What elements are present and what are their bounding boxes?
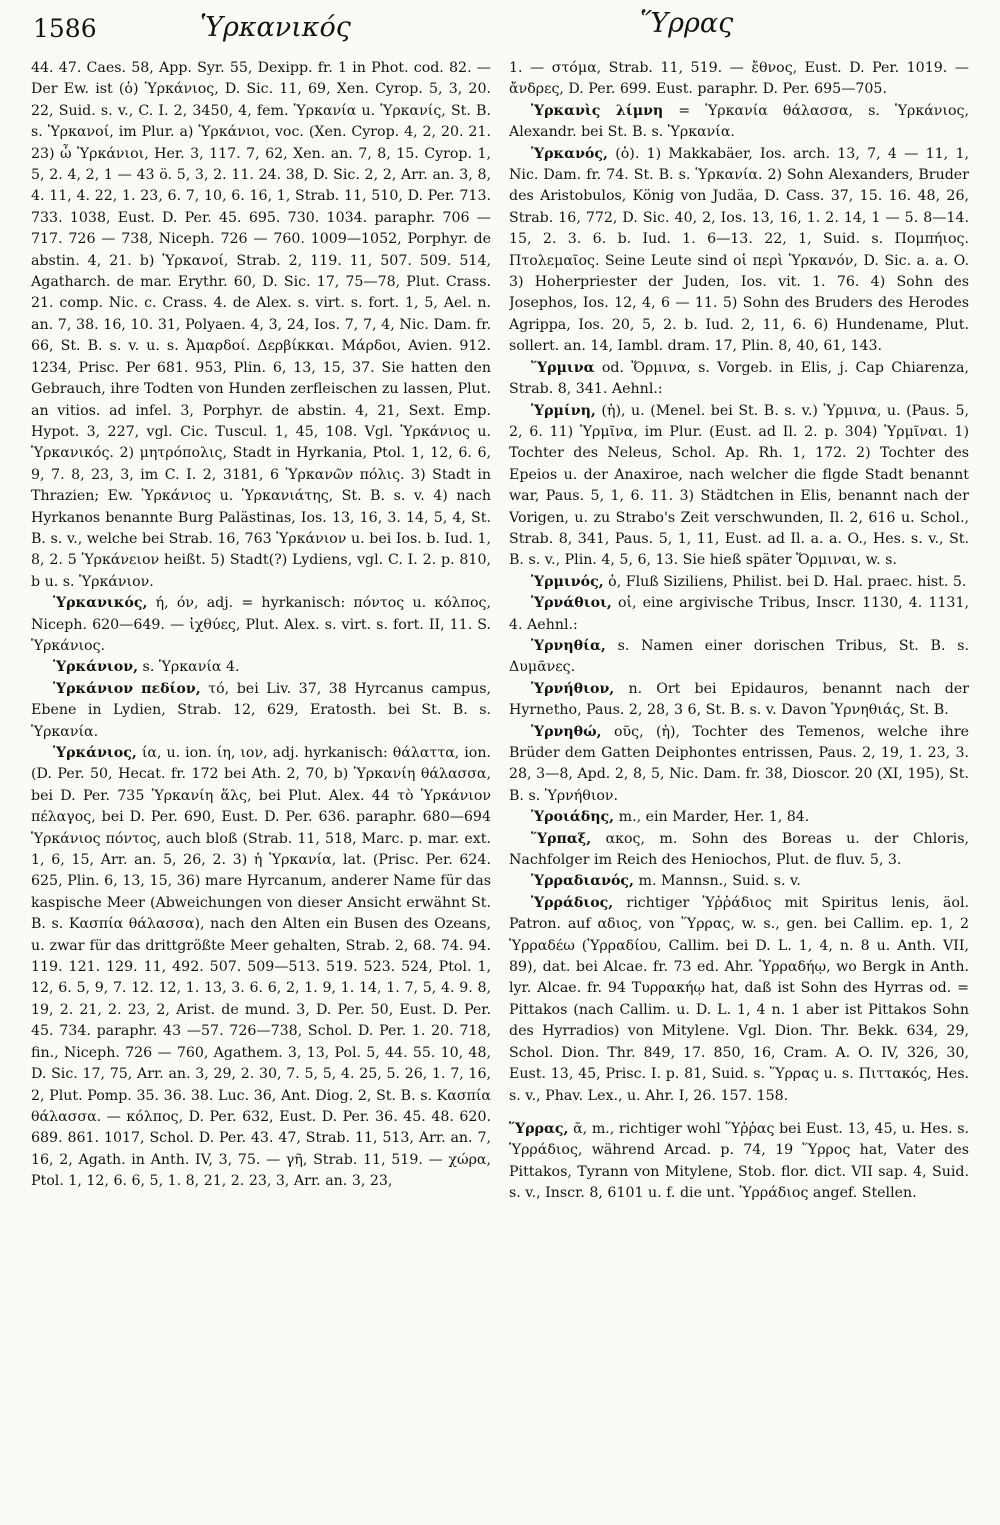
dictionary-entry: [509, 144, 969, 358]
entry-lemma: Ὑρνηθώ,: [531, 723, 602, 740]
entry-text: od. Ὅρμινα, s. Vorgeb. in Elis, j. Cap Chiarenza, Strab. 8, 341. Aehnl.:: [509, 359, 969, 398]
dictionary-entry: [509, 58, 969, 101]
dictionary-entry: [509, 722, 969, 808]
dictionary-entry: [509, 572, 969, 593]
page-number: 1586: [33, 14, 97, 43]
entry-lemma: Ὕρμινα: [531, 359, 595, 376]
dictionary-entry: [509, 679, 969, 722]
entry-lemma: Ὑρράδιος,: [531, 894, 614, 911]
entry-lemma: Ὑρκάνιος,: [53, 745, 137, 761]
left-column: [31, 58, 491, 1516]
dictionary-entry: [31, 743, 491, 1193]
entry-text: ᾱ, m., richtiger wohl Ὕῤῥας bei Eust. 13, 45, u. Hes. s. Ὑρράδιος, während Arcad. p. 74, 19 Ὕρρος hat, Vater des Pittakos, Tyrann von Mitylene, Stob. flor. dict. VII sap. 4, Suid. s. v., Inscr. 8, 6101 u. f. die unt. Ὑρράδιος angef. Stellen.: [509, 1120, 969, 1202]
entry-text: ακος, m. Sohn des Boreas u. der Chloris, Nachfolger im Reich des Heniochos, Plut. de fluv. 5, 3.: [509, 830, 969, 869]
entry-text: s. Ὑρκανία 4.: [142, 659, 240, 676]
entry-text: οἱ, eine argivische Tribus, Inscr. 1130, 4. 1131, 4. Aehnl.:: [509, 595, 969, 633]
entry-text: 1. — στόμα, Strab. 11, 519. — ἔθνος, Eust. D. Per. 1019. — ἄνδρες, D. Per. 699. Eust. paraphr. D. Per. 695—705.: [509, 60, 969, 98]
dictionary-entry: [509, 871, 969, 892]
entry-gap: [509, 1107, 969, 1119]
dictionary-entry: [509, 829, 969, 872]
entry-text: m., ein Marder, Her. 1, 84.: [618, 809, 810, 826]
entry-text: τό, bei Liv. 37, 38 Hyrcanus campus, Ebene in Lydien, Strab. 12, 629, Eratosth. bei St. B. s. Ὑρκανία.: [31, 680, 491, 740]
entry-lemma: Ὑρκανικός,: [53, 595, 148, 612]
entry-text: οῦς, (ἡ), Tochter des Temenos, welche ihre Brüder dem Gatten Deiphontes entrissen, Paus. 2, 19, 1. 23, 3. 28, 3—8, Apd. 2, 8, 5, Nic. Dam. fr. 38, Dioscor. 20 (XI, 195), St. B. s. Ὑρνήθιον.: [509, 723, 969, 804]
dictionary-entry: [509, 807, 969, 828]
entry-text: (ἡ), u. (Menel. bei St. B. s. v.) Ὑρμινα, u. (Paus. 5, 2, 6. 11) Ὑρμῖνα, im Plur. (Eust. ad Il. 2. p. 304) Ὑρμῖναι. 1) Tochter des Neleus, Schol. Ap. Rh. 1, 172. 2) Tochter des Epeios u. der Anaxiroe, nach welcher die flgde Stadt benannt war, Paus. 5, 1, 6. 11. 3) Städtchen in Elis, benannt nach der Vorigen, u. zu Strabo's Zeit verschwunden, Il. 2, 616 u. Schol., Strab. 8, 341, Paus. 5, 1, 11, Eust. ad Il. a. a. O., Hes. s. v., St. B. s. v., Plin. 4, 5, 6, 13. Sie hieß später Ὅρμιναι, w. s.: [509, 402, 969, 569]
entry-lemma: Ὑρκάνιον,: [53, 659, 139, 676]
entry-lemma: Ὕρρας,: [509, 1120, 569, 1137]
entry-lemma: Ὑρκάνιον πεδίον,: [53, 680, 201, 697]
dictionary-entry: [509, 401, 969, 572]
entry-text: s. Namen einer dorischen Tribus, St. B. s. Δυμᾶνες.: [509, 637, 969, 676]
entry-lemma: Ὑρνηθία,: [531, 637, 606, 654]
dictionary-entry: [31, 58, 491, 593]
entry-text: = Ὑρκανία θάλασσα, s. Ὑρκάνιος, Alexandr. bei St. B. s. Ὑρκανία.: [509, 102, 969, 141]
dictionary-entry: [509, 636, 969, 679]
dictionary-entry: [509, 893, 969, 1107]
entry-lemma: Ὑρμίνη,: [531, 402, 596, 419]
running-headword-left: Ὑρκανικός: [200, 12, 351, 43]
dictionary-entry: [31, 657, 491, 678]
entry-text: n. Ort bei Epidauros, benannt nach der Hyrnetho, Paus. 2, 28, 3 6, St. B. s. v. Davon Ὑρνηθιάς, St. B.: [509, 680, 969, 719]
entry-text: (ὁ). 1) Makkabäer, Ios. arch. 13, 7, 4 — 11, 1, Nic. Dam. fr. 74. St. B. s. Ὑρκανία. 2) Sohn Alexanders, Bruder des Aristobulos, König von Judäa, D. Cass. 37, 15. 16. 48, 26, Strab. 16, 772, D. Sic. 40, 2, Ios. 13, 16, 1. 2. 14, 1 — 5. 8—14. 15, 2. 3. 6. b. Iud. 1. 6—13. 22, 1, Suid. s. Πομπήιος. Πτολεμαῖος. Seine Leute sind οἱ περὶ Ὑρκανόν, D. Sic. a. a. O. 3) Hoherpriester der Juden, Ios. vit. 1. 76. 4) Sohn des Josephos, Ios. 12, 4, 6 — 11. 5) Sohn des Bruders des Herodes Agrippa, Ios. 20, 5, 2. b. Iud. 2, 11, 6. 6) Hundename, Plut. sollert. an. 14, Iambl. dram. 17, Plin. 8, 40, 61, 143.: [509, 145, 969, 355]
entry-text: 44. 47. Caes. 58, App. Syr. 55, Dexipp. fr. 1 in Phot. cod. 82. — Der Ew. ist (ὁ) Ὑρκάνιος, D. Sic. 11, 69, Xen. Cyrop. 5, 3, 20. 22, Suid. s. v., C. I. 2, 3450, 4, fem. Ὑρκανία u. Ὑρκανίς, St. B. s. Ὑρκανοί, im Plur. a) Ὑρκάνιοι, voc. (Xen. Cyrop. 4, 2, 20. 21. 23) ὦ Ὑρκάνιοι, Her. 3, 117. 7, 62, Xen. an. 7, 8, 15. Cyrop. 1, 5, 2. 4, 2, 1 — 43 ö. 5, 3, 2. 11. 24. 38, D. Sic. 2, 2, Arr. an. 3, 8, 4. 11, 4. 22, 1. 23, 6. 7, 10, 6. 16, 1, Strab. 11, 510, D. Per. 713. 733. 1038, Eust. D. Per. 45. 695. 730. 1034. paraphr. 706 — 717. 726 — 738, Niceph. 726 — 760. 1009—1052, Porphyr. de abstin. 4, 21. b) Ὑρκανοί, Strab. 2, 119. 11, 507. 509. 514, Agatharch. de mar. Erythr. 60, D. Sic. 17, 75—78, Plut. Crass. 21. comp. Nic. c. Crass. 4. de Alex. s. virt. s. fort. 1, 5, Ael. n. an. 7, 38. 16, 10. 31, Polyaen. 4, 3, 24, Ios. 7, 7, 4, Nic. Dam. fr. 66, St. B. s. v. u. s. Ἀμαρδοί. Δερβίκκαι. Μάρδοι, Avien. 912. 1234, Prisc. Per 681. 953, Plin. 6, 13, 15, 37. Sie hatten den Gebrauch, ihre Todten von Hunden zerfleischen zu lassen, Plut. an vitios. ad infel. 3, Porphyr. de abstin. 4, 21, Sext. Emp. Hypot. 3, 227, vgl. Cic. Tuscul. 1, 45, 108. Vgl. Ὑρκάνιος u. Ὑρκανικός. 2) μητρόπολις, Stadt in Hyrkania, Ptol. 1, 12, 6. 6, 9, 7. 8, 23, 3, im C. I. 2, 3181, 6 Ὑρκανῶν πόλις. 3) Stadt in Thrazien; Ew. Ὑρκάνιος u. Ὑρκανιάτης, St. B. s. v. 4) nach Hyrkanos benannte Burg Palästinas, Ios. 13, 16, 3. 14, 5, 4, St. B. s. v., welche bei Strab. 16, 763 Ὑρκάνιον u. bei Ios. b. Iud. 1, 8, 2. 5 Ὑρκάνειον heißt. 5) Stadt(?) Lydiens, vgl. C. I. 2. p. 810, b u. s. Ὑρκάνιον.: [31, 60, 491, 590]
entry-text: ή, όν, adj. = hyrkanisch: πόντος u. κόλπος, Niceph. 620—649. — ἰχθύες, Plut. Alex. s. virt. s. fort. II, 11. S. Ὑρκάνιος.: [31, 595, 491, 654]
entry-lemma: Ὑρμινός,: [531, 573, 604, 590]
entry-lemma: Ὑρκανὶς λίμνη: [531, 102, 664, 119]
entry-lemma: Ὑρραδιανός,: [531, 873, 634, 890]
entry-text: ία, u. ion. ίη, ιον, adj. hyrkanisch: θάλαττα, ion. (D. Per. 50, Hecat. fr. 172 bei Ath. 2, 70, b) Ὑρκανίη θάλασσα, bei D. Per. 735 Ὑρκανίη ἅλς, bei Plut. Alex. 44 τὸ Ὑρκάνιον πέλαγος, bei D. Per. 690, Eust. D. Per. 636. paraphr. 680—694 Ὑρκάνιος πόντος, auch bloß (Strab. 11, 518, Marc. p. mar. ext. 1, 6, 15, Arr. an. 5, 26, 2. 3) ἡ Ὑρκανία, lat. (Prisc. Per. 624. 625, Plin. 6, 13, 15, 36) mare Hyrcanum, anderer Name für das kaspische Meer (Abweichungen von dieser Ansicht erwähnt St. B. s. Κασπία θάλασσα), nach den Alten ein Busen des Ozeans, u. zwar für das drittgrößte Meer gehalten, Strab. 2, 68. 74. 94. 119. 121. 129. 11, 492. 507. 509—513. 519. 523. 524, Ptol. 1, 12, 6. 5, 9, 7. 12. 12, 1. 13, 3. 6. 6, 2, 1. 9, 1. 14, 1. 7, 5, 4. 9. 8, 19, 2. 21, 2. 23, 2, Arist. de mund. 3, D. Per. 50, Eust. D. Per. 45. 734. paraphr. 43 —57. 726—738, Schol. D. Per. 1. 20. 718, fin., Niceph. 726 — 760, Agathem. 3, 13, Pol. 5, 44. 55. 10, 48, D. Sic. 17, 75, Arr. an. 3, 29, 2. 30, 7. 5, 5, 4. 25, 5. 26, 1. 7, 16, 2, Plut. Pomp. 35. 36. 38. Luc. 36, Ant. Diog. 2, St. B. s. Κασπία θάλασσα. — κόλπος, D. Per. 632, Eust. D. Per. 36. 45. 48. 620. 689. 861. 1017, Schol. D. Per. 43. 47, Strab. 11, 513, Arr. an. 7, 16, 2, Agath. in Anth. IV, 3, 75. — γῆ, Strab. 11, 519. — χώρα, Ptol. 1, 12, 6. 6, 5, 1. 8, 21, 2. 23, 3, Arr. an. 3, 23,: [31, 745, 491, 1190]
entry-text: richtiger Ὑῤῥάδιος mit Spiritus lenis, äol. Patron. auf αδιος, von Ὕρρας, w. s., gen. bei Callim. ep. 1, 2 Ὑρραδέω (Ὑρραδίου, Callim. bei D. L. 1, 4, n. 8 u. Anth. VII, 89), dat. bei Alcae. fr. 73 ed. Ahr. Ὑρραδήῳ, wo Bergk in Anth. lyr. Alcae. fr. 94 Τυρρακήῳ hat, daß ist Sohn des Hyrras od. = Pittakos (nach Callim. u. D. L. 1, 4 n. 1 aber ist Pittakos Sohn des Hyrradios) von Mitylene. Vgl. Dion. Thr. Bekk. 634, 29, Schol. Dion. Thr. 849, 17. 850, 16, Cram. A. O. IV, 326, 30, Eust. 13, 45, Prisc. I. p. 81, Suid. s. Ὕρρας u. s. Πιττακός, Hes. s. v., Phav. Lex., u. Ahr. I, 26. 157. 158.: [509, 894, 969, 1104]
entry-text: ὁ, Fluß Siziliens, Philist. bei D. Hal. praec. hist. 5.: [608, 573, 967, 590]
entry-lemma: Ὑρκανός,: [531, 145, 608, 162]
entry-lemma: Ὑρνήθιον,: [531, 680, 615, 697]
entry-lemma: Ὑροιάδης,: [531, 809, 615, 826]
dictionary-entry: [509, 593, 969, 636]
right-column: [509, 58, 969, 1516]
dictionary-entry: [509, 1119, 969, 1205]
running-headword-right: Ὕρρας: [640, 8, 734, 39]
entry-lemma: Ὑρνάθιοι,: [531, 595, 612, 612]
dictionary-entry: [31, 593, 491, 657]
entry-text: m. Mannsn., Suid. s. v.: [638, 873, 801, 890]
entry-lemma: Ὕρπαξ,: [531, 830, 592, 847]
dictionary-entry: [509, 101, 969, 144]
dictionary-entry: [509, 358, 969, 401]
dictionary-entry: [31, 679, 491, 743]
